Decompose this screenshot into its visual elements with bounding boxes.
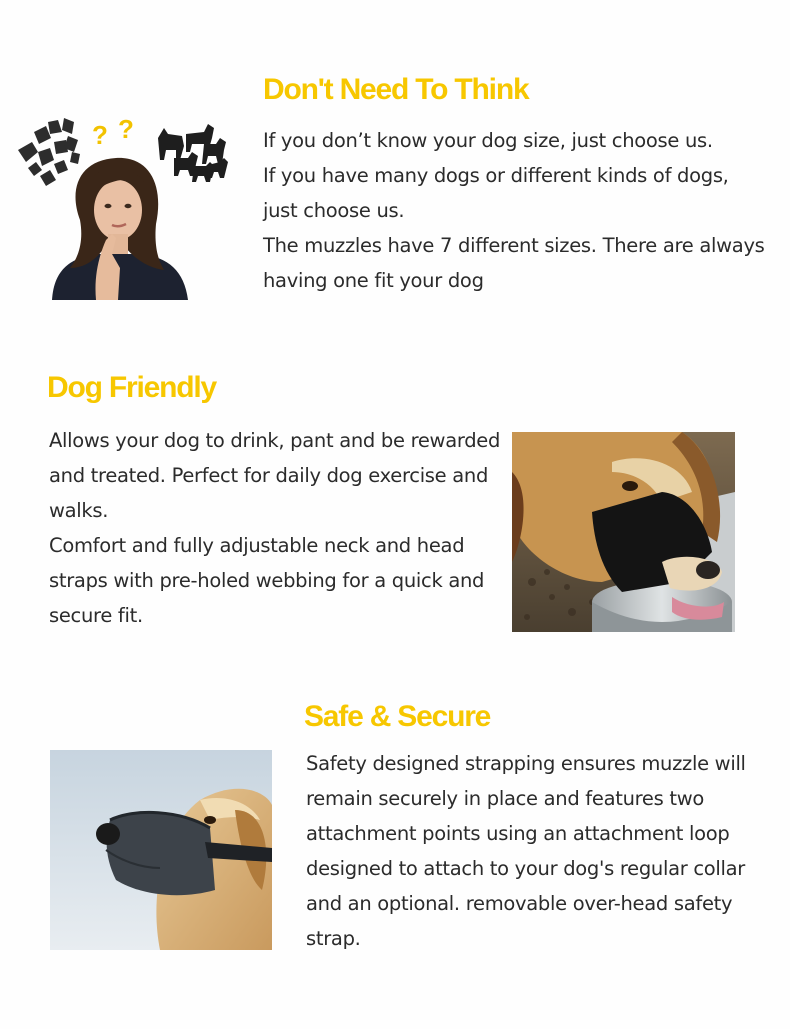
section-text-dog-friendly: [49, 423, 500, 633]
beagle-drinking-photo: [512, 432, 735, 632]
text-line: If you don’t know your dog size, just choose us.: [263, 129, 713, 152]
section-text-dont-need-to-think: [263, 123, 765, 298]
text-line: remain securely in place and features two: [306, 787, 704, 810]
text-line: Comfort and fully adjustable neck and head: [49, 534, 465, 557]
dog-silhouettes-icon: [158, 124, 228, 182]
text-line: strap.: [306, 927, 361, 950]
section-heading-dog-friendly: Dog Friendly: [47, 371, 216, 404]
text-line: The muzzles have 7 different sizes. There are always: [263, 234, 765, 257]
question-mark-icon: ?: [118, 114, 134, 144]
thinking-woman-illustration: [8, 108, 232, 300]
text-line: straps with pre-holed webbing for a quick and: [49, 569, 485, 592]
woman-figure: [52, 158, 188, 300]
labrador-muzzle-photo: [50, 750, 272, 950]
text-line: attachment points using an attachment loop: [306, 822, 730, 845]
text-line: Allows your dog to drink, pant and be rewarded: [49, 429, 501, 452]
section-heading-dont-need-to-think: Don't Need To Think: [263, 73, 529, 106]
text-line: walks.: [49, 499, 109, 522]
text-line: designed to attach to your dog's regular collar: [306, 857, 745, 880]
text-line: just choose us.: [263, 199, 405, 222]
text-line: and an optional. removable over-head safety: [306, 892, 733, 915]
muzzle-cluster-icon: [18, 118, 80, 186]
text-line: having one fit your dog: [263, 269, 484, 292]
text-line: and treated. Perfect for daily dog exercise and: [49, 464, 489, 487]
text-line: secure fit.: [49, 604, 143, 627]
section-heading-safe-secure: Safe & Secure: [304, 700, 491, 733]
text-line: If you have many dogs or different kinds of dogs,: [263, 164, 729, 187]
question-mark-icon: ?: [92, 120, 108, 150]
text-line: Safety designed strapping ensures muzzle will: [306, 752, 746, 775]
section-text-safe-secure: [306, 746, 746, 956]
